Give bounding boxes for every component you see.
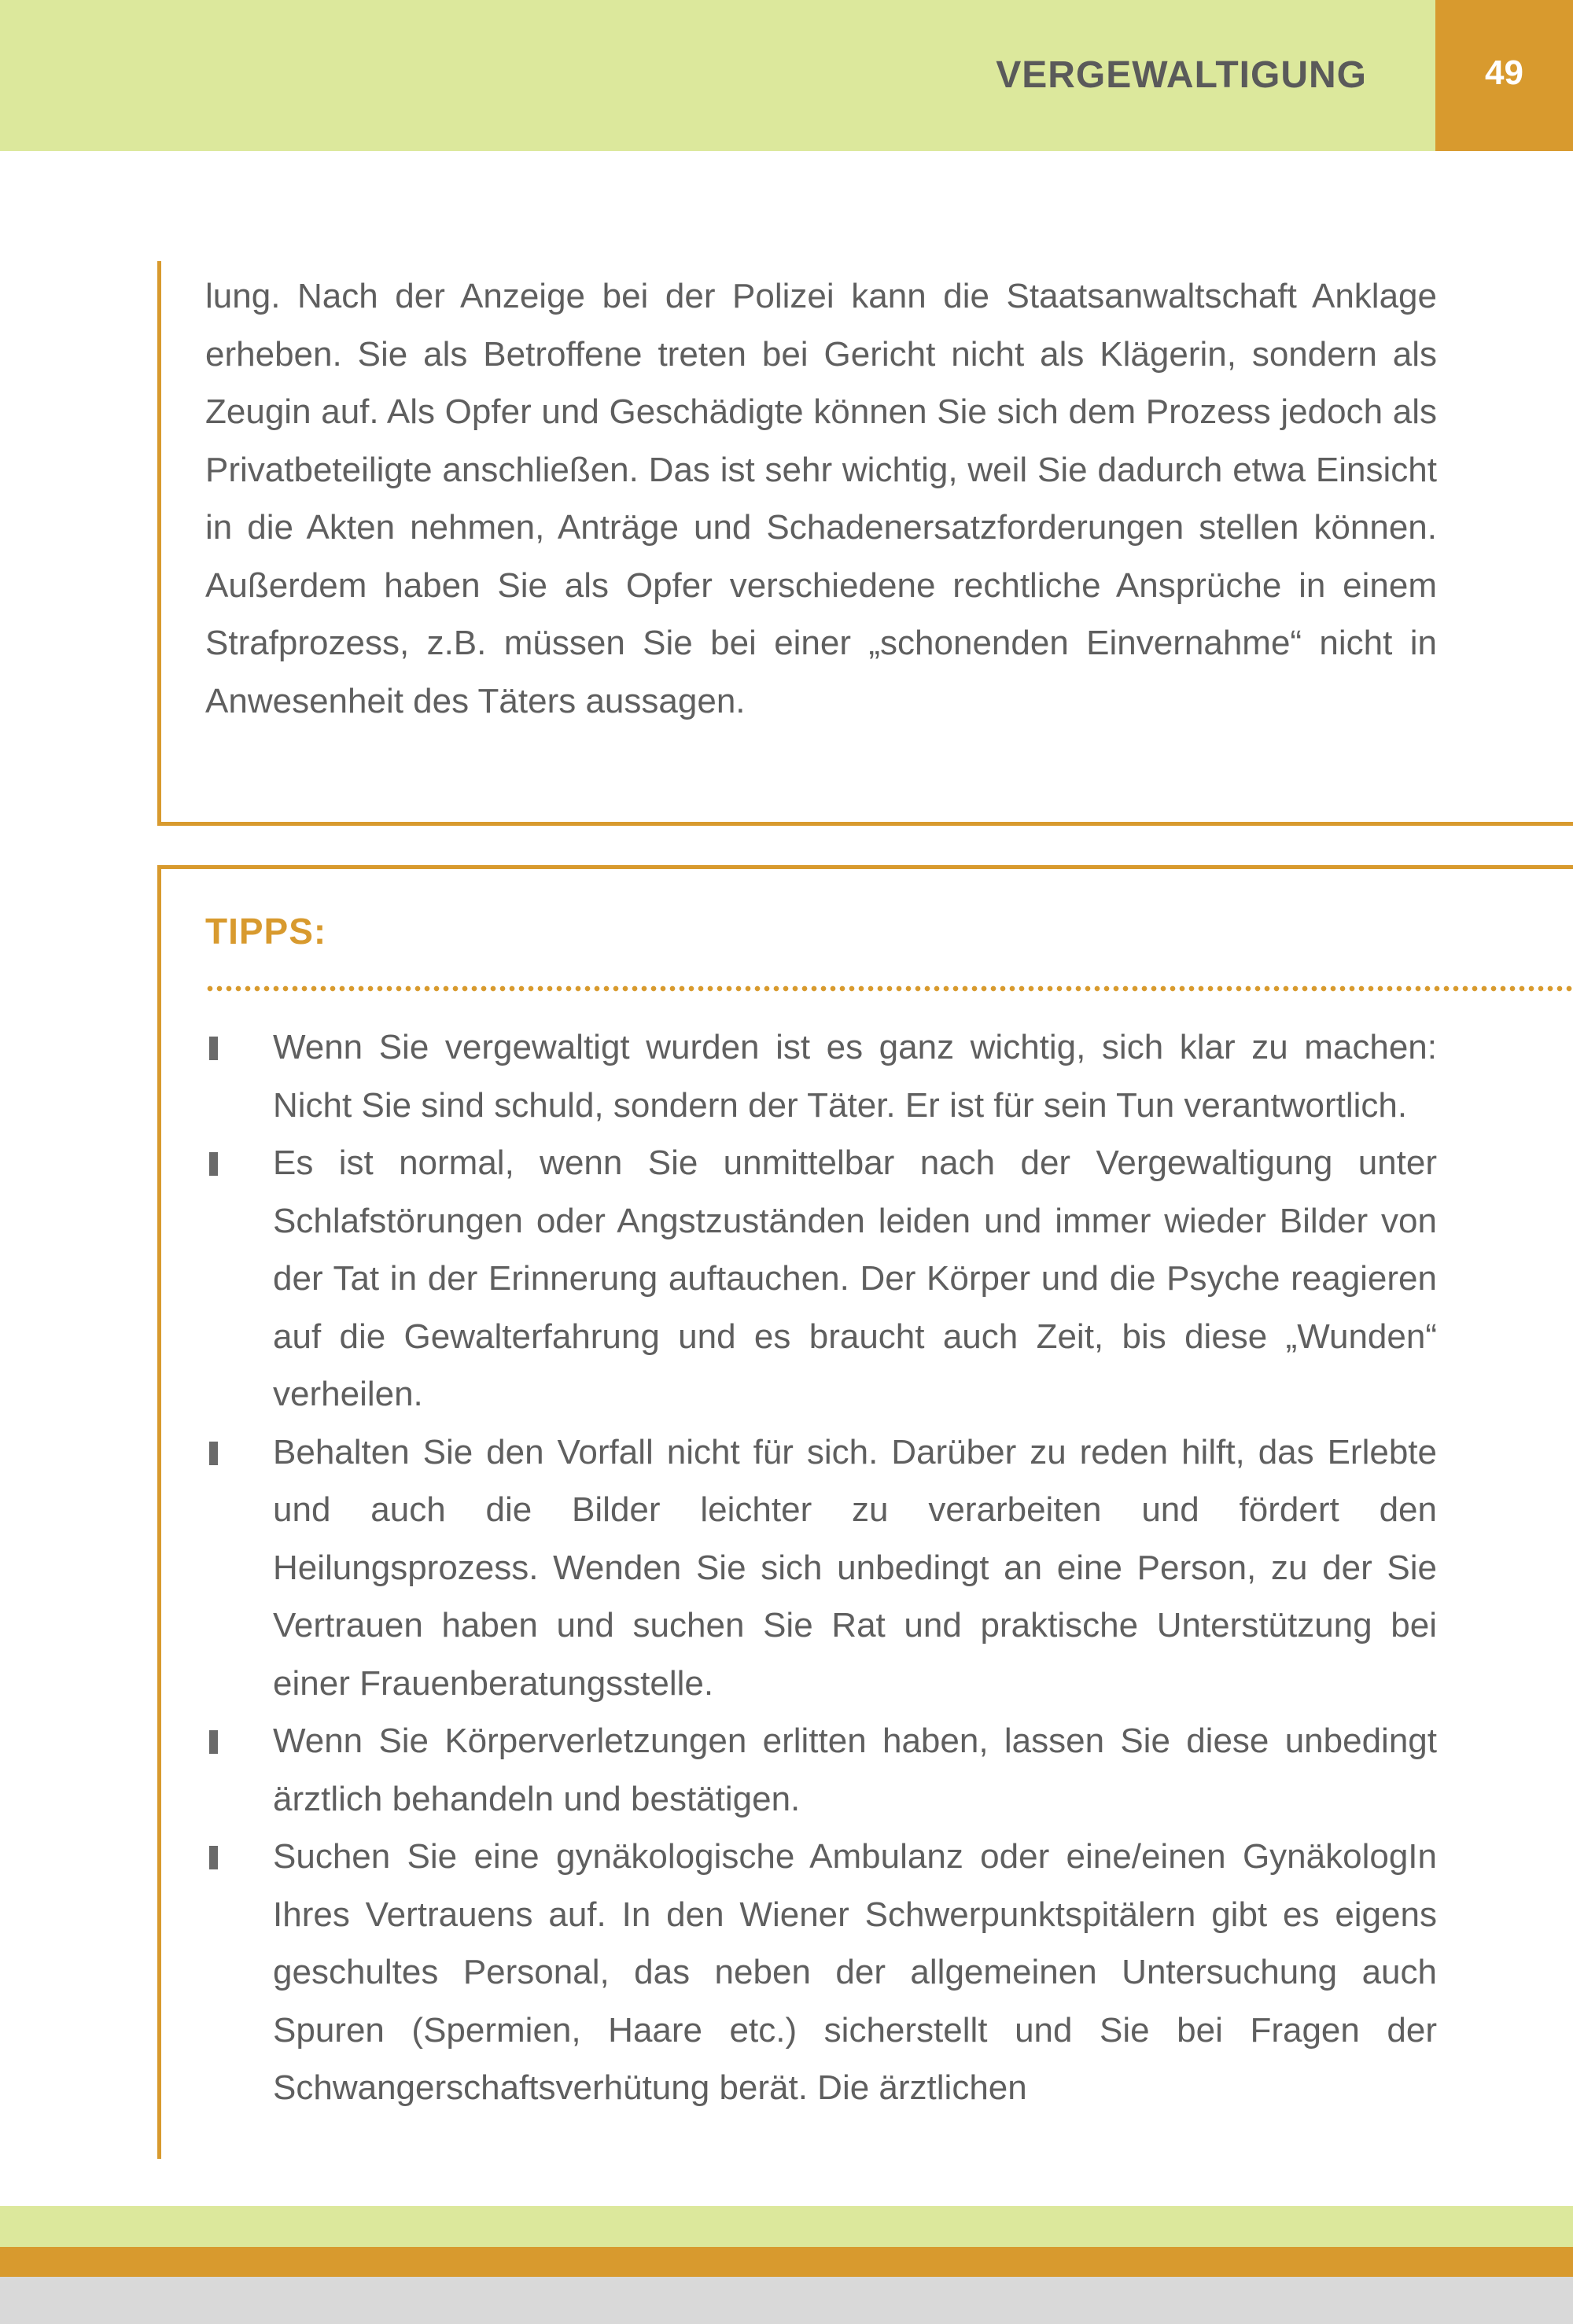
intro-text-box: [157, 261, 1573, 826]
tip-item: [205, 1134, 1437, 1423]
tip-text: Wenn Sie Körperverletzungen erlitten haben, lassen Sie diese unbedingt ärztlich behandeln und bestätigen.: [273, 1722, 1437, 1818]
bullet-icon: [209, 1037, 218, 1060]
bullet-icon: [209, 1442, 218, 1465]
tip-item: [205, 1018, 1437, 1134]
footer-band-gray: [0, 2277, 1573, 2324]
tip-item: [205, 1712, 1437, 1828]
page-header: [0, 0, 1573, 151]
tips-heading: TIPPS:: [205, 911, 327, 952]
tip-item: [205, 1828, 1437, 2117]
dotted-divider: [205, 985, 1573, 992]
footer-band-green: [0, 2206, 1573, 2247]
footer-band-orange: [0, 2247, 1573, 2277]
bullet-icon: [209, 1846, 218, 1869]
tip-text: Behalten Sie den Vorfall nicht für sich. Darüber zu reden hilft, das Erlebte und auch die Bilder leichter zu verarbeiten und fördert den Heilungsprozess. Wenden Sie sich unbedingt an eine Person, zu der Sie Vertrauen haben und suchen Sie Rat und praktische Unterstützung bei einer Frauenberatungsstelle.: [273, 1432, 1437, 1703]
tip-text: Wenn Sie vergewaltigt wurden ist es ganz wichtig, sich klar zu machen: Nicht Sie sind schuld, sondern der Täter. Er ist für sein Tun verantwortlich.: [273, 1028, 1437, 1125]
tips-box: [157, 865, 1573, 2159]
tips-list: [205, 1018, 1437, 2117]
page-number: 49: [1435, 0, 1573, 151]
intro-paragraph: lung. Nach der Anzeige bei der Polizei kann die Staatsanwaltschaft Anklage erheben. Sie als Betroffene treten bei Gericht nicht als Klägerin, sondern als Zeugin auf. Als Opfer und Geschädigte können Sie sich dem Prozess jedoch als Privatbeteiligte anschließen. Das ist sehr wichtig, weil Sie dadurch etwa Einsicht in die Akten nehmen, Anträge und Schadenersatzforderungen stellen können. Außerdem haben Sie als Opfer verschiedene rechtliche Ansprüche in einem Strafprozess, z.B. müssen Sie bei einer „schonenden Einvernahme“ nicht in Anwesenheit des Täters aussagen.: [205, 277, 1437, 720]
tip-item: [205, 1423, 1437, 1713]
tip-text: Suchen Sie eine gynäkologische Ambulanz oder eine/einen GynäkologIn Ihres Vertrauens auf. In den Wiener Schwerpunktspitälern gibt es eigens geschultes Personal, das neben der allgemeinen Untersuchung auch Spuren (Spermien, Haare etc.) sicherstellt und Sie bei Fragen der Schwangerschaftsverhütung berät. Die ärztlichen: [273, 1837, 1437, 2107]
bullet-icon: [209, 1152, 218, 1176]
chapter-title: VERGEWALTIGUNG: [996, 54, 1367, 96]
bullet-icon: [209, 1730, 218, 1754]
tip-text: Es ist normal, wenn Sie unmittelbar nach der Vergewaltigung unter Schlafstörungen oder Angstzuständen leiden und immer wieder Bilder von der Tat in der Erinnerung auftauchen. Der Körper und die Psyche reagieren auf die Gewalterfahrung und es braucht auch Zeit, bis diese „Wunden“ verheilen.: [273, 1144, 1437, 1413]
